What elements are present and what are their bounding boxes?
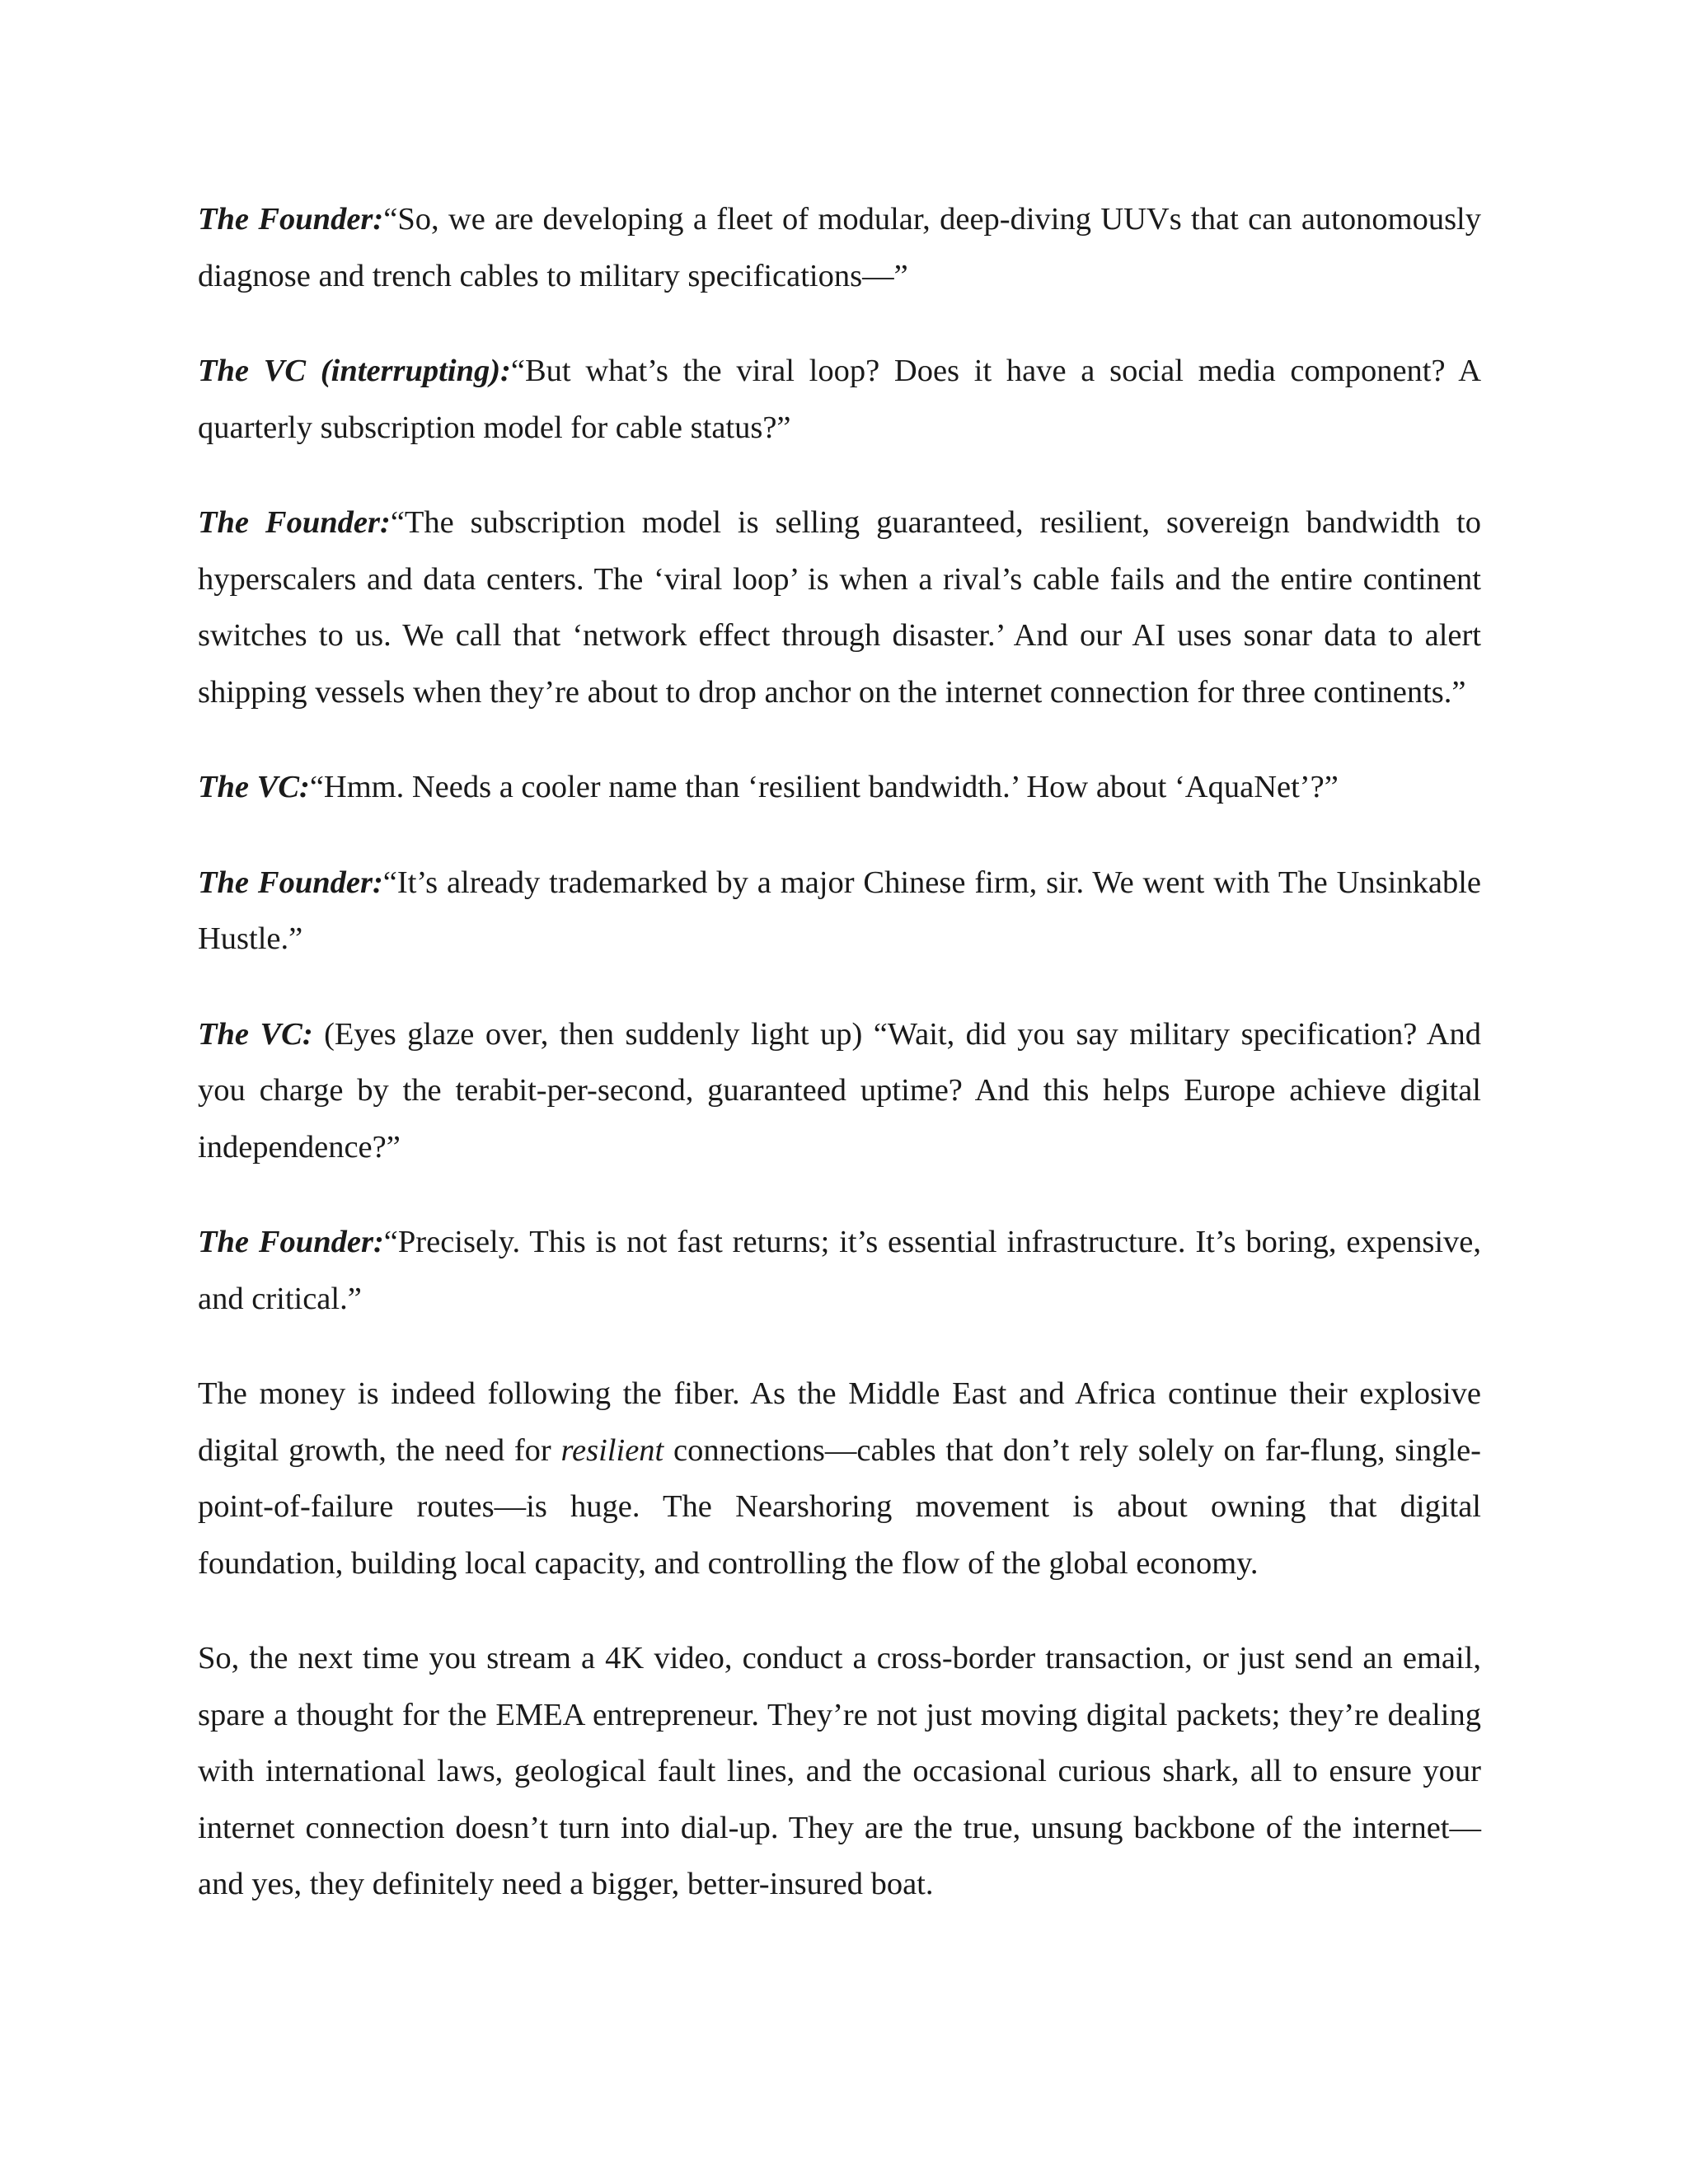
body-text: connections—cables that don’t rely solely on far-flung, single-point-of-failure routes—is huge. The Nearshoring movement is about owning that digital foundation, building local capacity, and controlling the flow of the global economy. [198, 1432, 1481, 1581]
dialogue-paragraph [198, 855, 1481, 968]
speaker-label: The Founder: [198, 865, 383, 900]
speaker-label: The VC: [198, 770, 310, 804]
emphasis-text: resilient [560, 1432, 664, 1468]
dialogue-line: “So, we are developing a fleet of modular, deep-diving UUVs that can autonomously diagnose and trench cables to military specifications—” [198, 202, 1481, 293]
speaker-label: The Founder: [198, 202, 384, 237]
body-text: So, the next time you stream a 4K video, conduct a cross-border transaction, or just send an email, spare a thought for the EMEA entrepreneur. They’re not just moving digital packets; they’re dealing with international laws, geological fault lines, and the occasional curious shark, all to ensure your internet connection doesn’t turn into dial-up. They are the true, unsung backbone of the internet—and yes, they definitely need a bigger, better-insured boat. [198, 1641, 1481, 1901]
dialogue-line: “It’s already trademarked by a major Chinese firm, sir. We went with The Unsinkable Hustle.” [198, 865, 1481, 956]
speaker-label: The Founder: [198, 1225, 384, 1259]
body-paragraph [198, 1366, 1481, 1591]
speaker-label: The VC: [198, 1016, 313, 1052]
stage-direction: (Eyes glaze over, then suddenly light up) [312, 1016, 874, 1052]
dialogue-paragraph [198, 1006, 1481, 1176]
body-paragraph [198, 1630, 1481, 1913]
dialogue-paragraph [198, 494, 1481, 720]
dialogue-line: “The subscription model is selling guaranteed, resilient, sovereign bandwidth to hyperscalers and data centers. The ‘viral loop’ is when a rival’s cable fails and the entire continent switches to us. We call that ‘network effect through disaster.’ And our AI uses sonar data to alert shipping vessels when they’re about to drop anchor on the internet connection for three continents.” [198, 505, 1481, 710]
dialogue-paragraph [198, 343, 1481, 456]
dialogue-line: “But what’s the viral loop? Does it have a social media component? A quarterly subscription model for cable status?” [198, 354, 1482, 445]
speaker-label: The VC (interrupting): [198, 354, 511, 388]
dialogue-paragraph [198, 1214, 1481, 1327]
speaker-label: The Founder: [198, 505, 391, 540]
dialogue-paragraph [198, 759, 1481, 816]
body-text: The money is indeed following the fiber. As the Middle East and Africa continue their explosive digital growth, the need for [198, 1376, 1481, 1468]
dialogue-line: “Precisely. This is not fast returns; it’s essential infrastructure. It’s boring, expensive, and critical.” [198, 1225, 1481, 1316]
dialogue-paragraph [198, 191, 1481, 304]
dialogue-line: “Wait, did you say military specification? And you charge by the terabit-per-second, guaranteed uptime? And this helps Europe achieve digital independence?” [198, 1016, 1481, 1165]
dialogue-line: “Hmm. Needs a cooler name than ‘resilient bandwidth.’ How about ‘AquaNet’?” [309, 770, 1339, 804]
document-page [198, 191, 1481, 1952]
